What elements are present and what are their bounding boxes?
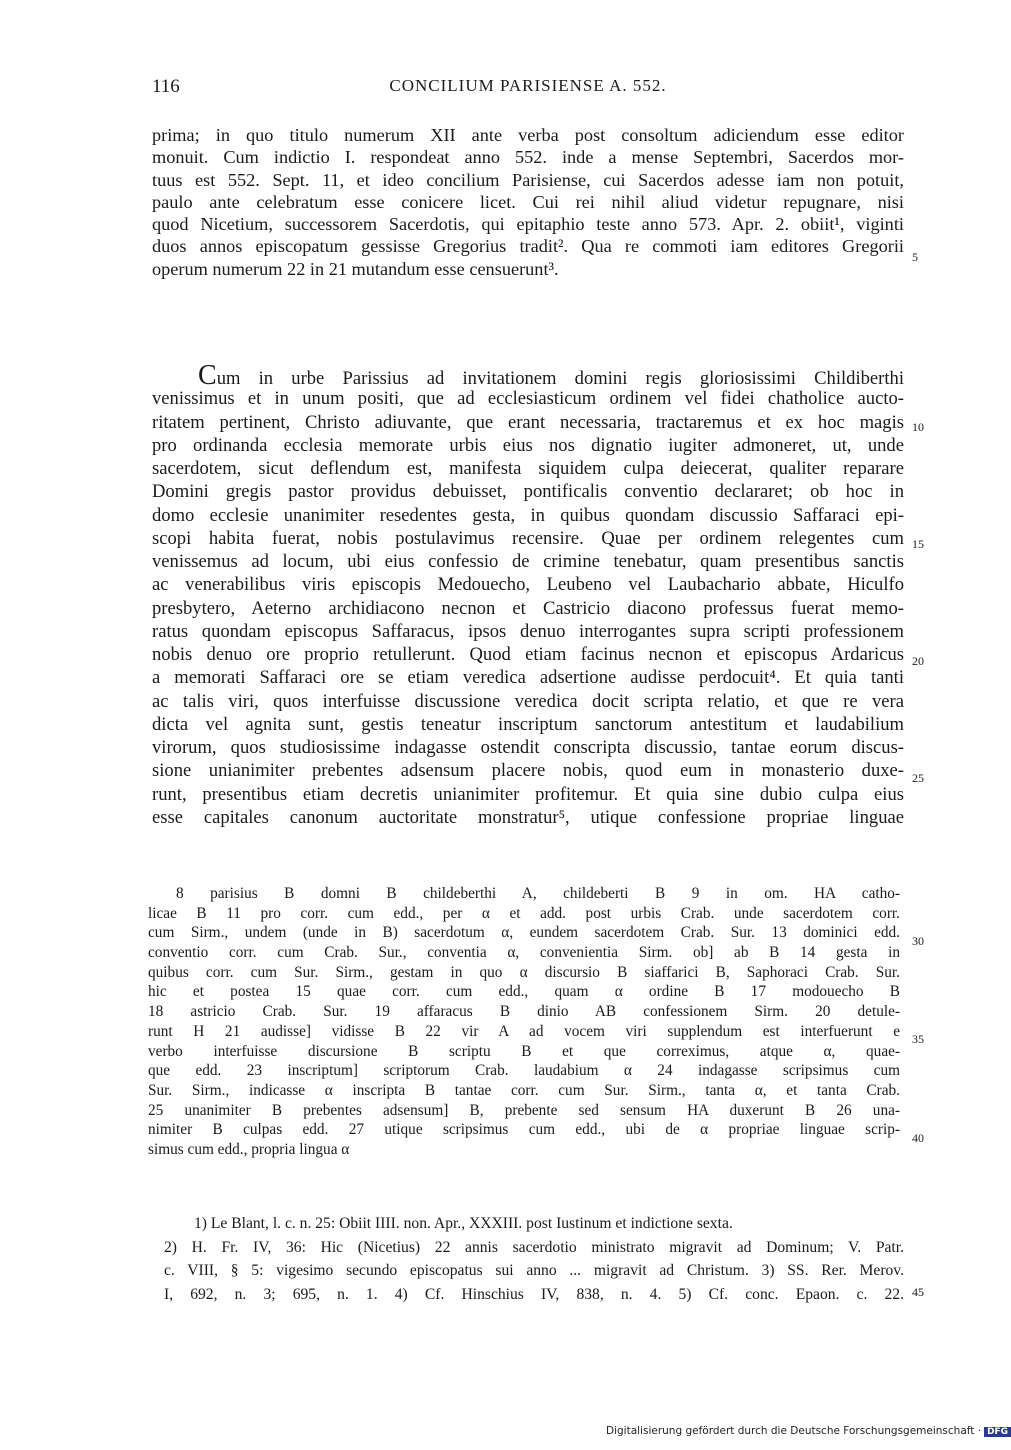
main-line: pro ordinanda ecclesia memorate urbis eius nos dignatio iugiter admoneret, ut, unde bbox=[152, 434, 904, 456]
variant-line: verbo interfuisse discursione B scriptu B et que correximus, atque α, quae- bbox=[148, 1042, 900, 1060]
footnote-line: 2) H. Fr. IV, 36: Hic (Nicetius) 22 annis sacerdotio ministrato migravit ad Dominum; V. Patr. bbox=[164, 1238, 904, 1256]
margin-line-number: 5 bbox=[912, 250, 918, 264]
intro-paragraph bbox=[152, 124, 904, 280]
variant-line: nimiter B culpas edd. 27 utique scripsimus cum edd., ubi de α propriae linguae scrip- bbox=[148, 1121, 900, 1139]
margin-line-number: 45 bbox=[912, 1285, 924, 1299]
margin-line-number: 20 bbox=[912, 654, 924, 668]
variant-line: cum Sirm., undem (unde in B) sacerdotum α, eundem sacerdotem Crab. Sur. 13 dominici edd. bbox=[148, 924, 900, 942]
footnote-line: c. VIII, § 5: vigesimo secundo episcopatus sui anno ... migravit ad Christum. 3) SS. Rer. Merov. bbox=[164, 1262, 904, 1279]
variant-line: conventio corr. cum Crab. Sur., conventia α, convenientia Sirm. ob] ab B 14 gesta in bbox=[148, 944, 900, 962]
margin-line-number: 15 bbox=[912, 537, 924, 551]
main-line: runt, presentibus etiam decretis unianimiter profitemur. Et quia sine dubio culpa eius bbox=[152, 783, 904, 805]
main-line: ratus quondam episcopus Saffaracus, ipsos denuo interrogantes supra scripti professionem bbox=[152, 620, 904, 642]
main-line: venissimus et in unum positi, que ad ecclesiasticum ordinem vel fidei chatholice aucto- bbox=[152, 388, 904, 410]
margin-line-number: 40 bbox=[912, 1131, 924, 1145]
variant-apparatus bbox=[148, 884, 900, 1160]
running-title: CONCILIUM PARISIENSE A. 552. bbox=[389, 76, 667, 95]
variant-line: 18 astricio Crab. Sur. 19 affaracus B dinio AB confessionem Sirm. 20 detule- bbox=[148, 1003, 900, 1021]
variant-line: runt H 21 audisse] vidisse B 22 vir A ad vocem viri supplendum est interfuerunt e bbox=[148, 1022, 900, 1040]
main-line: ritatem pertinent, Christo adiuvante, que erant necessaria, tractaremus et ex hoc magis bbox=[152, 411, 904, 433]
main-line: scopi habita fuerat, nobis postulavimus recensire. Quae per ordinem relegentes cum bbox=[152, 527, 904, 549]
main-line: sione unianimiter prebentes adsensum placere nobis, quod eum in monasterio duxe- bbox=[152, 760, 904, 782]
variant-line: 8 parisius B domni B childeberthi A, childeberti B 9 in om. HA catho- bbox=[176, 885, 900, 902]
main-line: sacerdotem, sicut deflendum est, manifesta siquidem culpa deiecerat, qualiter reparare bbox=[152, 458, 904, 479]
margin-line-number: 25 bbox=[912, 771, 924, 785]
variant-line: Sur. Sirm., indicasse α inscripta B tantae corr. cum Sur. Sirm., tanta α, et tanta Crab. bbox=[148, 1081, 900, 1099]
intro-line: duos annos episcopatum gessisse Gregorius tradit². Qua re commoti iam editores Gregorii bbox=[152, 236, 904, 257]
footnote-line: I, 692, n. 3; 695, n. 1. 4) Cf. Hinschius IV, 838, n. 4. 5) Cf. conc. Epaon. c. 22. bbox=[164, 1285, 904, 1303]
variant-line: licae B 11 pro corr. cum edd., per α et add. post urbis Crab. unde sacerdotem corr. bbox=[148, 904, 900, 922]
variant-line: hic et postea 15 quae corr. cum edd., quam α ordine B 17 modouecho B bbox=[148, 983, 900, 1001]
page-number: 116 bbox=[152, 76, 180, 97]
main-line: venissemus ad locum, ubi eius confessio de crimine tenebatur, quam presentibus sanctis bbox=[152, 551, 904, 572]
main-text bbox=[152, 360, 904, 829]
running-header bbox=[152, 76, 904, 104]
intro-line: operum numerum 22 in 21 mutandum esse censuerunt³. bbox=[152, 258, 559, 279]
initial-letter: C bbox=[198, 360, 217, 391]
main-line: presbytero, Aeterno archidiacono necnon et Castricio diacono professus fuerat memo- bbox=[152, 597, 904, 619]
intro-line: tuus est 552. Sept. 11, et ideo concilium Parisiense, cui Sacerdos adesse iam non potuit, bbox=[152, 169, 904, 190]
margin-line-number: 10 bbox=[912, 420, 924, 434]
intro-line: monuit. Cum indictio I. respondeat anno 552. inde a mense Septembri, Sacerdos mor- bbox=[152, 147, 904, 168]
main-line: Domini gregis pastor providus debuisset, pontificalis conventio declararet; ob hoc in bbox=[152, 481, 904, 503]
intro-line: quod Nicetium, successorem Sacerdotis, qui epitaphio teste anno 573. Apr. 2. obiit¹, viginti bbox=[152, 214, 904, 235]
credit-text: Digitalisierung gefördert durch die Deutsche Forschungsgemeinschaft · bbox=[606, 1425, 982, 1437]
digitization-credit bbox=[606, 1425, 1011, 1437]
main-line: nobis denuo ore proprio retullerunt. Quod etiam facinus necnon et episcopus Ardaricus bbox=[152, 644, 904, 665]
main-line: domo ecclesie unanimiter resedentes gesta, in quibus quondam discussio Saffaraci epi- bbox=[152, 504, 904, 526]
margin-line-number: 35 bbox=[912, 1032, 924, 1046]
variant-line: simus cum edd., propria lingua α bbox=[148, 1140, 350, 1158]
dfg-logo: DFG bbox=[984, 1427, 1011, 1437]
main-line: esse capitales canonum auctoritate monstratur⁵, utique confessione propriae linguae bbox=[152, 806, 904, 828]
main-line-first bbox=[152, 360, 904, 391]
margin-line-number: 30 bbox=[912, 934, 924, 948]
main-line: virorum, quos studiosissime indagasse ostendit conscripta discussio, tantae eorum discus- bbox=[152, 737, 904, 758]
main-line: dicta vel agnita sunt, gestis teneatur inscriptum sanctorum antestitum et laudabilium bbox=[152, 713, 904, 735]
variant-line: que edd. 23 inscriptum] scriptorum Crab. laudabium α 24 indagasse scripsimus cum bbox=[148, 1062, 900, 1080]
intro-line: prima; in quo titulo numerum XII ante verba post consoltum adiciendum esse editor bbox=[152, 125, 904, 145]
intro-line: paulo ante celebratum esse conicere licet. Cui rei nihil aliud videtur repugnare, nisi bbox=[152, 191, 904, 212]
footnotes bbox=[164, 1212, 904, 1306]
variant-line: 25 unanimiter B prebentes adsensum] B, prebente sed sensum HA duxerunt B 26 una- bbox=[148, 1101, 900, 1119]
main-line: a memorati Saffaraci ore se etiam veredica adsertione audisse perdocuit⁴. Et quia tanti bbox=[152, 667, 904, 689]
main-line: ac venerabilibus viris episcopis Medouecho, Leubeno vel Laubachario abbate, Hiculfo bbox=[152, 574, 904, 596]
main-line-text: um in urbe Parissius ad invitationem domini regis gloriosissimi Childiberthi bbox=[216, 368, 904, 389]
variant-line: quibus corr. cum Sur. Sirm., gestam in quo α discursio B siaffarici B, Saphoraci Crab. Sur. bbox=[148, 963, 900, 981]
main-line: ac talis viri, quos interfuisse discussione veredica docit scripta relatio, et que re vera bbox=[152, 690, 904, 712]
footnote-line: 1) Le Blant, l. c. n. 25: Obiit IIII. non. Apr., XXXIII. post Iustinum et indictione sexta. bbox=[194, 1215, 733, 1232]
